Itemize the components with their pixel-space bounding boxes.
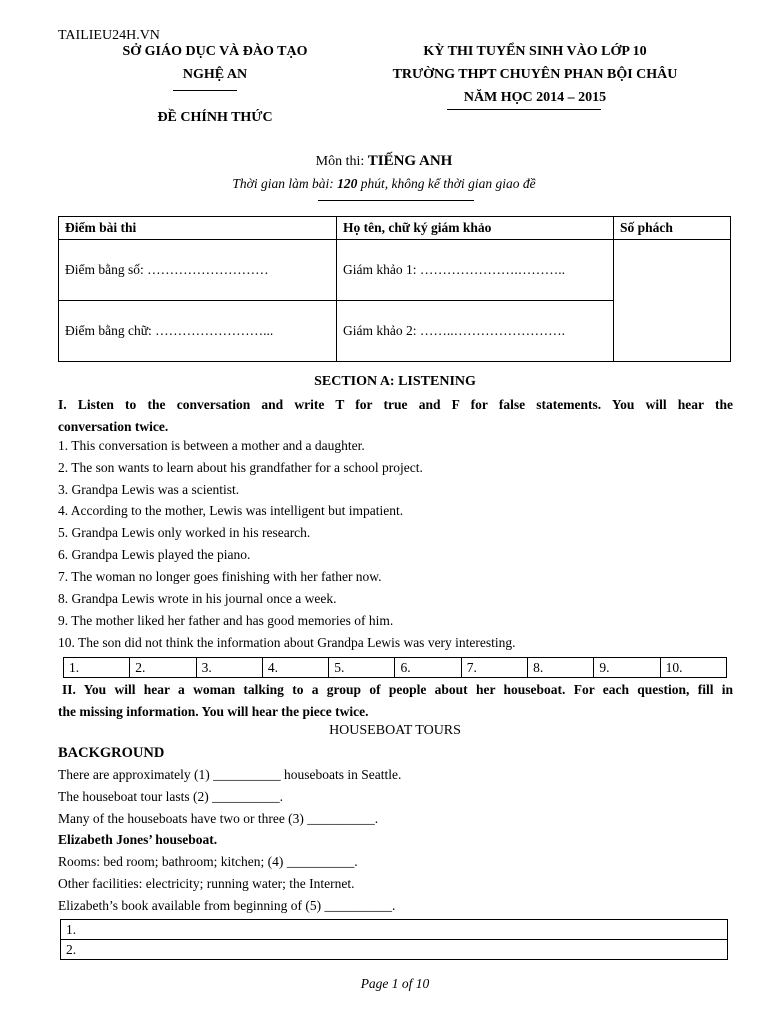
statement-8: 8. Grandpa Lewis wrote in his journal once a week. — [58, 591, 337, 606]
watermark: TAILIEU24H.VN — [58, 28, 160, 43]
part1-instruction-line2: conversation twice. — [58, 419, 169, 434]
background-heading: BACKGROUND — [58, 745, 165, 761]
statement-2: 2. The son wants to learn about his grandfather for a school project. — [58, 460, 423, 475]
subject-rule — [318, 200, 474, 201]
department-name: SỞ GIÁO DỤC VÀ ĐÀO TẠO — [122, 44, 308, 59]
statement-5: 5. Grandpa Lewis only worked in his research. — [58, 525, 311, 540]
part2-answer-table — [60, 919, 728, 960]
examiner-2[interactable]: Giám khảo 2: ……..……………………. — [337, 301, 614, 362]
part2-instruction-line2: the missing information. You will hear the piece twice. — [58, 704, 369, 719]
score-in-numbers[interactable]: Điểm bằng số: ……………………… — [59, 240, 337, 301]
part2-answer-row-2[interactable]: 2. — [61, 940, 728, 960]
subject-label: Môn thi: — [315, 154, 365, 169]
statement-6: 6. Grandpa Lewis played the piano. — [58, 547, 251, 562]
answer-box-10[interactable]: 10. — [660, 658, 726, 678]
time-suffix: phút, không kể thời gian giao đề — [360, 176, 536, 191]
part2-instruction-line1: II. You will hear a woman talking to a group of people about her houseboat. For each question, fill in — [62, 682, 733, 697]
part1-answer-table — [63, 657, 727, 678]
grade-header-examiner: Họ tên, chữ ký giám khảo — [337, 217, 614, 240]
score-in-words[interactable]: Điểm bằng chữ: ……………………... — [59, 301, 337, 362]
facilities-line: Other facilities: electricity; running water; the Internet. — [58, 876, 355, 891]
answer-box-5[interactable]: 5. — [329, 658, 395, 678]
answer-box-9[interactable]: 9. — [594, 658, 660, 678]
school-name: TRƯỜNG THPT CHUYÊN PHAN BỘI CHÂU — [392, 67, 678, 82]
answer-box-7[interactable]: 7. — [461, 658, 527, 678]
examiner-1[interactable]: Giám khảo 1: ………………….……….. — [337, 240, 614, 301]
answer-box-2[interactable]: 2. — [130, 658, 196, 678]
statement-1: 1. This conversation is between a mother and a daughter. — [58, 438, 365, 453]
subject-line — [0, 153, 768, 170]
statement-7: 7. The woman no longer goes finishing with her father now. — [58, 569, 382, 584]
time-value: 120 — [337, 176, 358, 191]
answer-box-8[interactable]: 8. — [528, 658, 594, 678]
section-a-title: SECTION A: LISTENING — [314, 374, 476, 389]
time-line — [0, 176, 768, 192]
statement-3: 3. Grandpa Lewis was a scientist. — [58, 482, 240, 497]
subject-name: TIẾNG ANH — [367, 153, 453, 169]
houseboat-tours-title: HOUSEBOAT TOURS — [329, 723, 461, 738]
houseboat-subheading: Elizabeth Jones’ houseboat. — [58, 832, 218, 847]
grade-table — [58, 216, 731, 362]
grade-header-score: Điểm bài thi — [59, 217, 337, 240]
answer-box-3[interactable]: 3. — [196, 658, 262, 678]
header-left-rule — [173, 90, 237, 91]
gap-line-3: Many of the houseboats have two or three (3) __________. — [58, 811, 379, 826]
answer-box-1[interactable]: 1. — [64, 658, 130, 678]
statement-4: 4. According to the mother, Lewis was intelligent but impatient. — [58, 503, 404, 518]
part1-instruction-line1: I. Listen to the conversation and write T for true and F for false statements. You will hear the — [58, 397, 733, 412]
official-exam-label: ĐỀ CHÍNH THỨC — [157, 110, 273, 125]
part2-answer-row-1[interactable]: 1. — [61, 920, 728, 940]
gap-line-4: Rooms: bed room; bathroom; kitchen; (4) __________. — [58, 854, 358, 869]
statement-9: 9. The mother liked her father and has good memories of him. — [58, 613, 394, 628]
header-right-rule — [447, 109, 601, 110]
exam-title: KỲ THI TUYỂN SINH VÀO LỚP 10 — [423, 44, 647, 59]
school-year: NĂM HỌC 2014 – 2015 — [463, 90, 607, 105]
answer-box-6[interactable]: 6. — [395, 658, 461, 678]
code-cell[interactable] — [614, 240, 731, 362]
page-number: Page 1 of 10 — [360, 976, 430, 991]
gap-line-2: The houseboat tour lasts (2) __________. — [58, 789, 283, 804]
time-prefix: Thời gian làm bài: — [232, 176, 334, 191]
statement-10: 10. The son did not think the information about Grandpa Lewis was very interesting. — [58, 635, 516, 650]
gap-line-1: There are approximately (1) __________ houseboats in Seattle. — [58, 767, 402, 782]
answer-box-4[interactable]: 4. — [262, 658, 328, 678]
province-name: NGHỆ AN — [182, 67, 248, 82]
gap-line-5: Elizabeth’s book available from beginning of (5) __________. — [58, 898, 396, 913]
grade-header-code: Số phách — [614, 217, 731, 240]
